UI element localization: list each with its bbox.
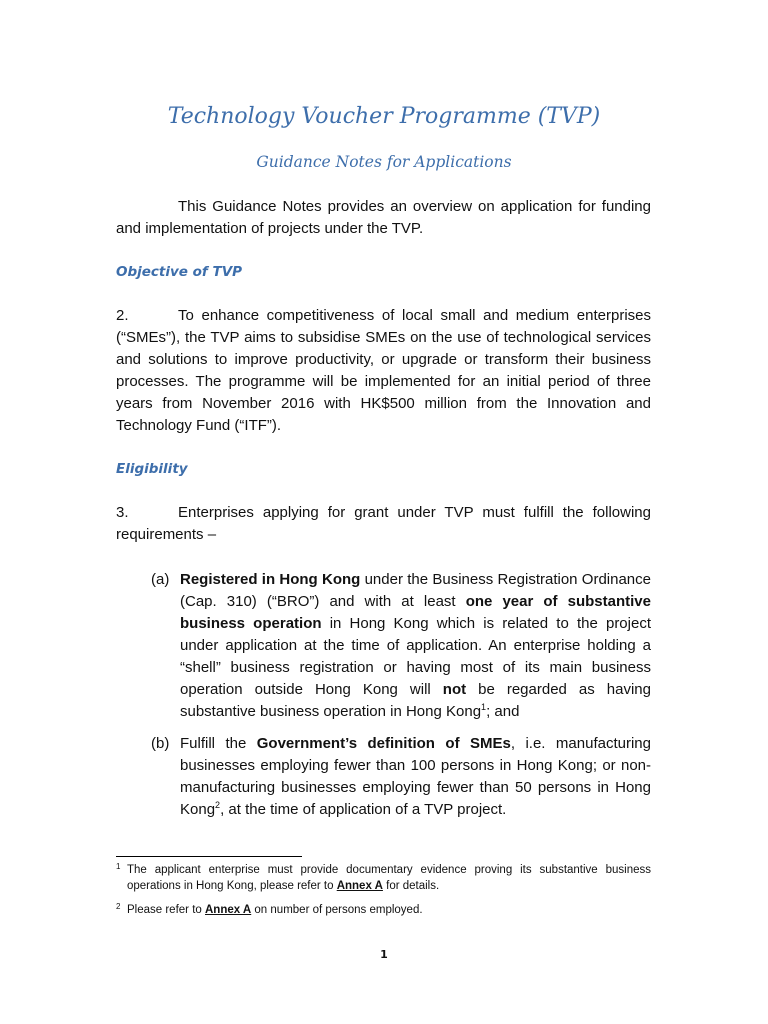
paragraph-text: Enterprises applying for grant under TVP must fulfill the following requirements – <box>116 504 651 543</box>
page-number: 1 <box>380 948 388 961</box>
bold-text: Registered in Hong Kong <box>180 571 361 588</box>
footnote-text-part: on number of persons employed. <box>251 904 423 916</box>
footnote-mark: 1 <box>116 862 121 871</box>
paragraph-number: 2. <box>116 307 129 324</box>
footnote-text <box>127 862 651 894</box>
footnote-ref[interactable]: 2 <box>215 800 221 810</box>
requirement-item-a <box>151 569 651 723</box>
bold-text: Government’s definition of SMEs <box>256 735 511 752</box>
paragraph-3 <box>116 502 651 546</box>
bold-text: not <box>442 681 467 698</box>
document-title: Technology Voucher Programme (TVP) <box>167 104 601 129</box>
item-text: Fulfill the <box>180 735 257 752</box>
paragraph-text: To enhance competitiveness of local small and medium enterprises (“SMEs”), the TVP aims to subsidise SMEs on the use of technological services and solutions to improve productivity, or upgrade or transform their business processes. The programme will be implemented for an initial period of three years from November 2016 with HK$500 million from the Innovation and Technology Fund (“ITF”). <box>116 307 651 434</box>
footnote-mark: 2 <box>116 902 121 911</box>
paragraph-number: 3. <box>116 504 129 521</box>
item-text: in Hong Kong which is related to the project under application at the time of application. An enterprise holding a “shell” business registration or having most of its main business operation outside Hong Kong will <box>180 615 651 698</box>
section-heading-objective: Objective of TVP <box>116 264 243 280</box>
footnote-divider <box>116 856 302 857</box>
intro-paragraph: This Guidance Notes provides an overview on application for funding and implementation of projects under the TVP. <box>116 198 651 237</box>
footnote-ref[interactable]: 1 <box>481 702 487 712</box>
footnote-text-part: for details. <box>382 880 440 892</box>
paragraph-2 <box>116 305 651 437</box>
footnote-text-part: The applicant enterprise must provide documentary evidence proving its substantive business operations in Hong Kong, please refer to <box>127 864 651 892</box>
footnote-1 <box>116 862 651 894</box>
item-text: ; and <box>486 703 520 720</box>
item-marker: (a) <box>151 571 170 588</box>
item-text: under the Business Registration Ordinance (Cap. 310) (“BRO”) and with at least <box>180 571 651 610</box>
footnote-2 <box>116 902 651 918</box>
item-body <box>180 733 651 821</box>
footnote-text <box>127 902 651 918</box>
item-text: be regarded as having substantive business operation in Hong Kong <box>180 681 651 720</box>
requirement-item-b <box>151 733 651 821</box>
annex-a-link[interactable]: Annex A <box>336 880 383 892</box>
section-heading-eligibility: Eligibility <box>116 461 188 477</box>
footnote-text-part: Please refer to <box>127 904 205 916</box>
item-body <box>180 569 651 723</box>
annex-a-link[interactable]: Annex A <box>204 904 252 916</box>
bold-text: one year of substantive business operation <box>180 593 651 632</box>
document-subtitle: Guidance Notes for Applications <box>256 153 512 171</box>
item-text: , at the time of application of a TVP project. <box>220 801 507 818</box>
item-text: , i.e. manufacturing businesses employing fewer than 100 persons in Hong Kong; or non-manufacturing businesses employing fewer than 50 persons in Hong Kong <box>180 735 651 818</box>
item-marker: (b) <box>151 735 170 752</box>
